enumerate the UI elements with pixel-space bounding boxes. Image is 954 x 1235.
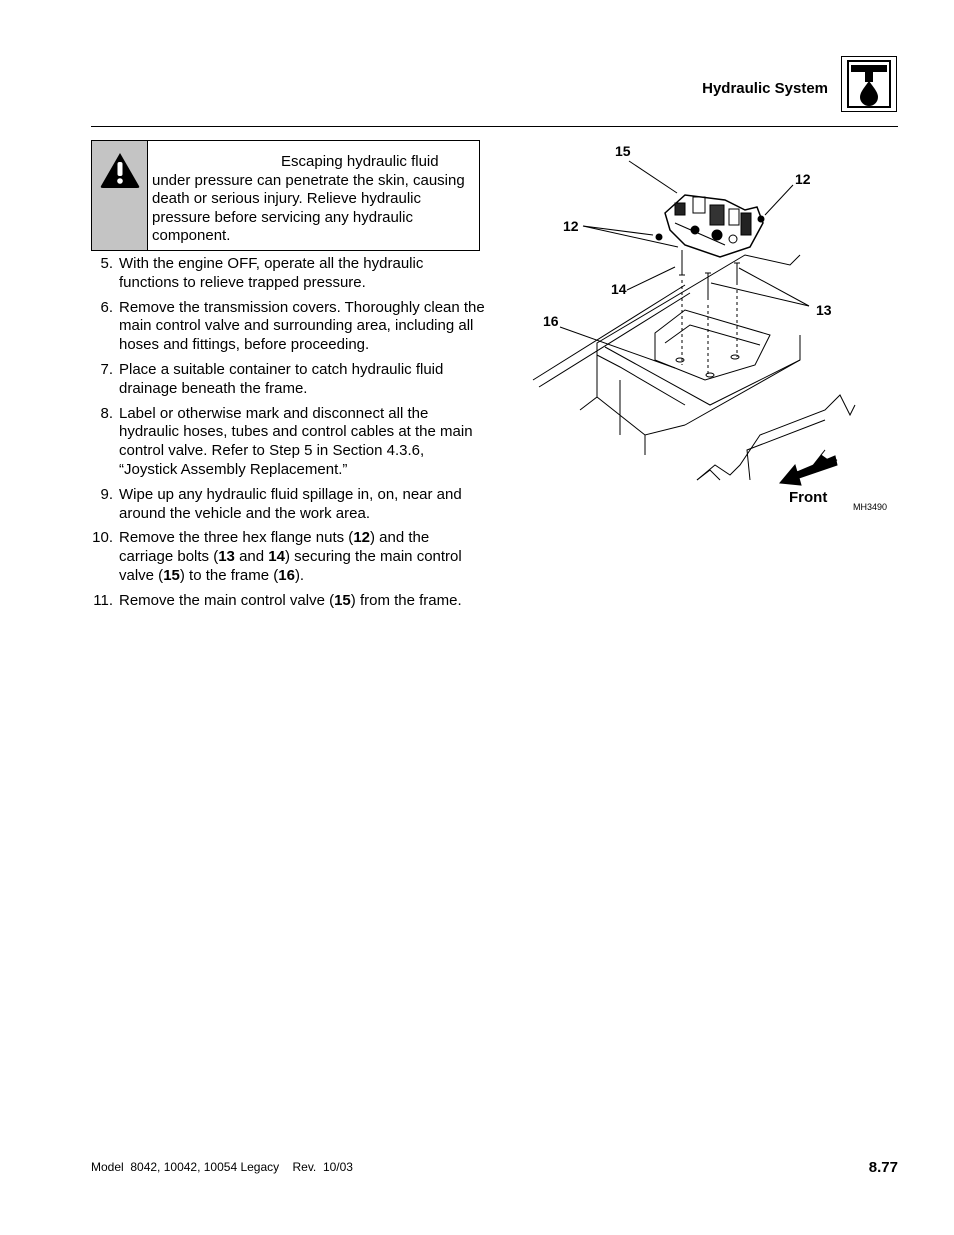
part-reference-number: 16 xyxy=(278,566,295,584)
callout-16: 16 xyxy=(543,313,559,329)
procedure-steps xyxy=(91,255,486,617)
part-reference-number: 12 xyxy=(353,529,370,547)
valve-illustration xyxy=(525,135,900,520)
procedure-step xyxy=(91,592,486,611)
front-arrow-icon xyxy=(780,456,837,485)
step-text: ) and the carriage bolts ( xyxy=(119,529,430,566)
step-text: ) from the frame. xyxy=(350,591,462,609)
warning-box xyxy=(91,140,480,251)
procedure-step xyxy=(91,299,486,355)
step-number: 7. xyxy=(100,360,113,378)
part-reference-number: 15 xyxy=(334,591,351,609)
step-text: Place a suitable container to catch hydraulic fluid drainage beneath the frame. xyxy=(119,360,444,397)
step-text: Remove the main control valve ( xyxy=(119,591,335,609)
callout-12-left: 12 xyxy=(563,218,579,234)
warning-text xyxy=(152,153,477,246)
procedure-step xyxy=(91,405,486,480)
step-number: 5. xyxy=(100,255,113,272)
warning-body: under pressure can penetrate the skin, causing death or serious injury. Relieve hydraulic pressure before servicing any hydraulic component. xyxy=(152,171,465,245)
step-number: 11. xyxy=(93,591,113,609)
step-text: Remove the transmission covers. Thoroughly clean the main control valve and surrounding area, including all hoses and fittings, before proceeding. xyxy=(119,298,485,354)
step-text: Wipe up any hydraulic fluid spillage in, on, near and around the vehicle and the work area. xyxy=(119,485,462,522)
step-text: ) securing the main control valve ( xyxy=(119,548,462,584)
procedure-step xyxy=(91,255,486,293)
warning-sidebar xyxy=(92,141,148,250)
step-text: Remove the three hex flange nuts ( xyxy=(119,529,354,547)
step-number: 9. xyxy=(100,485,113,503)
step-number: 8. xyxy=(100,404,113,422)
callout-15: 15 xyxy=(615,143,631,159)
callout-12-right: 12 xyxy=(795,171,811,187)
step-text: Label or otherwise mark and disconnect all the hydraulic hoses, tubes and control cables at the main control valve. Refer to Step 5 in Section 4.3.6, “Joystick Assembly Replacement.” xyxy=(119,404,473,478)
section-title: Hydraulic System xyxy=(702,80,828,97)
step-text: and xyxy=(234,548,269,566)
procedure-step xyxy=(91,486,486,524)
procedure-step xyxy=(91,529,486,585)
part-reference-number: 13 xyxy=(218,548,235,566)
callout-14: 14 xyxy=(611,281,627,297)
hydraulic-system-icon xyxy=(841,56,897,112)
step-text: ). xyxy=(294,566,305,584)
part-reference-number: 14 xyxy=(268,548,285,566)
valve-figure xyxy=(525,135,900,520)
step-number: 10. xyxy=(92,529,113,547)
step-text: With the engine OFF, operate all the hydraulic functions to relieve trapped pressure. xyxy=(119,255,424,291)
warning-triangle-icon xyxy=(99,151,141,194)
front-label: Front xyxy=(789,489,828,506)
step-number: 6. xyxy=(100,298,113,316)
part-reference-number: 15 xyxy=(163,566,180,584)
figure-code: MH3490 xyxy=(853,502,888,512)
footer-model: Model 8042, 10042, 10054 Legacy Rev. 10/03 xyxy=(91,1160,353,1174)
procedure-step xyxy=(91,361,486,399)
header-rule xyxy=(91,126,898,127)
page-number: 8.77 xyxy=(868,1159,898,1176)
step-text: ) to the frame ( xyxy=(179,566,279,584)
warning-lead: Escaping hydraulic fluid xyxy=(281,153,439,170)
callout-13: 13 xyxy=(816,302,832,318)
